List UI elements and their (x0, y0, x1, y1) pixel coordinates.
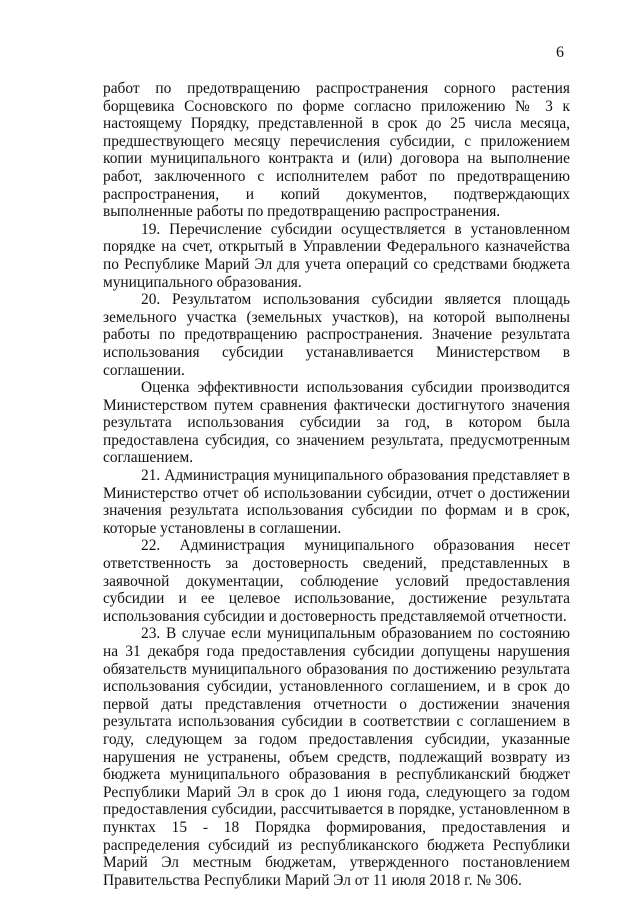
paragraph-21: 21. Администрация муниципального образования представляет в Министерство отчет об использовании субсидии, отчет о достижении значения результата использования субсидии по формам и в срок, которые установлены в соглашении. (103, 467, 570, 537)
paragraph-23: 23. В случае если муниципальным образованием по состоянию на 31 декабря года предоставления субсидии допущены нарушения обязательств муниципального образования по достижению результата использования субсидии, установленного соглашением, и в срок до первой даты представления отчетности о достижении значения результата использования субсидии в соответствии с соглашением в году, следующем за годом предоставления субсидии, указанные нарушения не устранены, объем средств, подлежащий возврату из бюджета муниципального образования в республиканский бюджет Республики Марий Эл в срок до 1 июня года, следующего за годом предоставления субсидии, рассчитывается в порядке, установленном в пунктах 15 - 18 Порядка формирования, предоставления и распределения субсидий из республиканского бюджета Республики Марий Эл местным бюджетам, утвержденного постановлением Правительства Республики Марий Эл от 11 июля 2018 г. № 306. (103, 625, 570, 889)
paragraph-efficiency-evaluation: Оценка эффективности использования субсидии производится Министерством путем сравнения фактически достигнутого значения результата использования субсидии за год, в котором была предоставлена субсидия, со значением результата, предусмотренным соглашением. (103, 379, 570, 467)
page-number: 6 (556, 44, 564, 61)
document-body (103, 80, 570, 889)
paragraph-continuation: работ по предотвращению распространения сорного растения борщевика Сосновского по форме согласно приложению № 3 к настоящему Порядку, представленной в срок до 25 числа месяца, предшествующего месяцу перечисления субсидии, с приложением копии муниципального контракта и (или) договора на выполнение работ, заключенного с исполнителем работ по предотвращению распространения, и копий документов, подтверждающих выполненные работы по предотвращению распространения. (103, 80, 570, 221)
paragraph-19: 19. Перечисление субсидии осуществляется в установленном порядке на счет, открытый в Управлении Федерального казначейства по Республике Марий Эл для учета операций со средствами бюджета муниципального образования. (103, 220, 570, 291)
paragraph-22: 22. Администрация муниципального образования несет ответственность за достоверность сведений, представленных в заявочной документации, соблюдение условий предоставления субсидии и ее целевое использование, достижение результата использования субсидии и достоверность представляемой отчетности. (103, 537, 570, 625)
paragraph-20: 20. Результатом использования субсидии является площадь земельного участка (земельных участков), на которой выполнены работы по предотвращению распространения. Значение результата использования субсидии устанавливается Министерством в соглашении. (103, 291, 570, 379)
